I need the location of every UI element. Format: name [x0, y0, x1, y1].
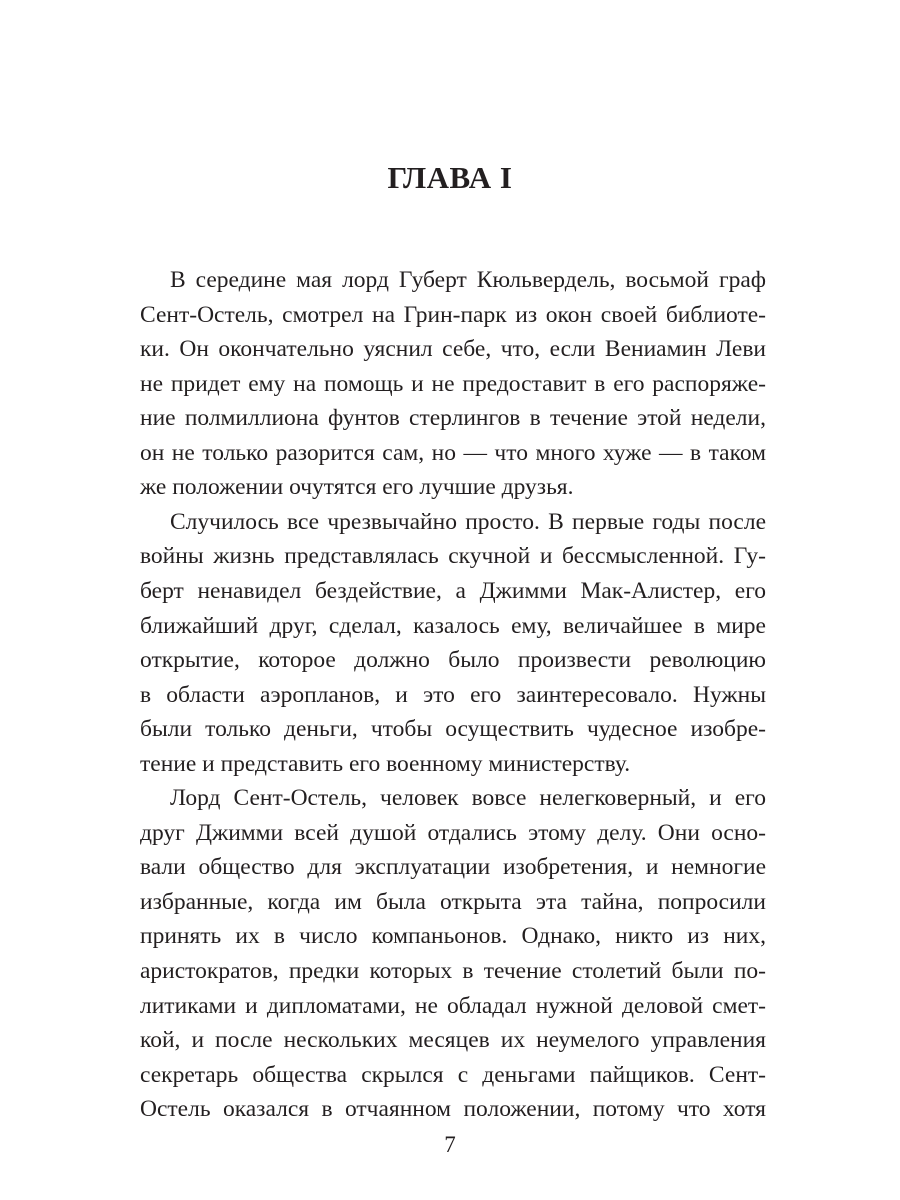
chapter-title: ГЛАВА I: [387, 160, 513, 195]
text-line: вали общество для эксплуатации изобретения, и немногие: [140, 854, 766, 881]
text-line: кой, и после нескольких месяцев их неумелого управления: [140, 1027, 766, 1054]
text-line: же положении очутятся его лучшие друзья.: [140, 474, 574, 501]
text-line: ближайший друг, сделал, казалось ему, величайшее в мире: [140, 612, 766, 639]
text-line: ки. Он окончательно уяснил себе, что, если Вениамин Леви: [140, 336, 766, 363]
text-line: избранные, когда им была открыта эта тайна, попросили: [140, 888, 766, 915]
text-line: секретарь общества скрылся с деньгами пайщиков. Сент-: [140, 1061, 766, 1088]
text-line: открытие, которое должно было произвести революцию: [140, 647, 766, 674]
text-line: друг Джимми всей душой отдались этому делу. Они осно-: [140, 819, 766, 846]
text-line: В середине мая лорд Губерт Кюльвердель, восьмой граф: [170, 267, 766, 293]
text-line: Сент-Остель, смотрел на Грин-парк из окон своей библиоте-: [140, 301, 766, 328]
text-line: Лорд Сент-Остель, человек вовсе нелегковерный, и его: [170, 785, 766, 812]
text-line: Остель оказался в отчаянном положении, потому что хотя: [140, 1096, 766, 1123]
text-line: войны жизнь представлялась скучной и бессмысленной. Гу-: [140, 543, 766, 570]
text-line: ние полмиллиона фунтов стерлингов в течение этой недели,: [140, 405, 766, 432]
text-line: Случилось все чрезвычайно просто. В первые годы после: [170, 508, 766, 535]
page-number: 7: [444, 1132, 456, 1157]
text-line: в области аэропланов, и это его заинтересовало. Нужны: [140, 681, 766, 708]
text-line: литиками и дипломатами, не обладал нужной деловой смет-: [140, 992, 766, 1019]
text-line: он не только разорится сам, но — что много хуже — в таком: [140, 439, 766, 466]
text-line: тение и представить его военному министерству.: [140, 750, 631, 777]
text-line: не придет ему на помощь и не предоставит в его распоряже-: [140, 370, 766, 397]
text-line: берт ненавидел бездействие, а Джимми Мак-Алистер, его: [140, 577, 766, 604]
text-line: принять их в число компаньонов. Однако, никто из них,: [140, 923, 766, 950]
text-line: были только деньги, чтобы осуществить чудесное изобре-: [140, 716, 766, 743]
text-line: аристократов, предки которых в течение столетий были по-: [140, 958, 766, 984]
